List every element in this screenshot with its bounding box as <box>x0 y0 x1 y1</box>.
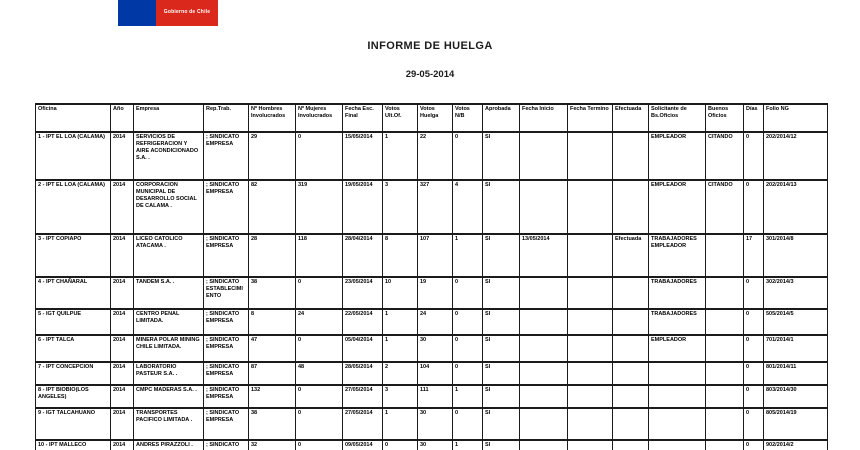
table-cell: SI <box>483 362 520 385</box>
table-cell <box>568 362 613 385</box>
table-cell: 0 <box>453 132 483 180</box>
table-cell: 1 <box>383 408 418 440</box>
table-cell: 0 <box>453 408 483 440</box>
table-cell: 3 <box>383 385 418 408</box>
table-cell: TANDEM S.A. . <box>134 277 204 309</box>
table-cell: 0 <box>744 408 764 440</box>
table-row <box>36 234 828 277</box>
table-cell: CENTRO PENAL LIMITADA. <box>134 309 204 335</box>
table-cell: 17 <box>744 234 764 277</box>
column-header: Rep.Trab. <box>204 104 249 132</box>
table-cell <box>613 309 649 335</box>
gobierno-de-chile-logo <box>118 0 218 26</box>
table-cell: 111 <box>418 385 453 408</box>
table-cell: 30 <box>418 335 453 362</box>
table-cell: 3 - IPT COPIAPO <box>36 234 111 277</box>
table-cell: 0 <box>744 335 764 362</box>
table-cell: 29 <box>249 132 296 180</box>
table-cell <box>520 362 568 385</box>
column-header: Votos Ult.Of. <box>383 104 418 132</box>
table-cell: 202/2014/13 <box>764 180 828 234</box>
table-cell: SI <box>483 385 520 408</box>
table-cell: 301/2014/8 <box>764 234 828 277</box>
table-header <box>36 104 828 132</box>
table-cell: 0 <box>383 440 418 450</box>
table-cell: 23/05/2014 <box>343 277 383 309</box>
table-cell: 1 - IPT EL LOA (CALAMA) <box>36 132 111 180</box>
table-cell: 1 <box>383 309 418 335</box>
table-row <box>36 180 828 234</box>
table-cell: SI <box>483 234 520 277</box>
table-cell: 1 <box>453 385 483 408</box>
table-cell: 8 <box>249 309 296 335</box>
table-cell <box>568 180 613 234</box>
table-cell: 19/05/2014 <box>343 180 383 234</box>
table-cell: 2014 <box>111 362 134 385</box>
table-cell <box>520 408 568 440</box>
table-cell: TRANSPORTES PACIFICO LIMITADA . <box>134 408 204 440</box>
table-row <box>36 309 828 335</box>
table-cell <box>613 180 649 234</box>
table-cell <box>706 234 744 277</box>
table-cell: 22/05/2014 <box>343 309 383 335</box>
table-cell: 2014 <box>111 132 134 180</box>
table-cell <box>649 408 706 440</box>
table-cell <box>649 440 706 450</box>
table-cell: 30 <box>418 440 453 450</box>
column-header: Oficina <box>36 104 111 132</box>
table-cell: ; SINDICATO EMPRESA <box>204 132 249 180</box>
table-cell <box>649 362 706 385</box>
table-cell <box>568 234 613 277</box>
table-cell <box>568 277 613 309</box>
table-cell: SI <box>483 277 520 309</box>
table-cell: 1 <box>383 335 418 362</box>
table-cell <box>613 385 649 408</box>
column-header: Empresa <box>134 104 204 132</box>
table-cell: 10 - IPT MALLECO <box>36 440 111 450</box>
table-cell: 27/05/2014 <box>343 385 383 408</box>
table-cell: 2014 <box>111 385 134 408</box>
table-cell <box>706 440 744 450</box>
table-cell: 0 <box>296 440 343 450</box>
table-cell: SI <box>483 132 520 180</box>
table-cell: 4 - IPT CHAÑARAL <box>36 277 111 309</box>
column-header: Solicitante de Bs.Oficios <box>649 104 706 132</box>
table-cell: 8 <box>383 234 418 277</box>
column-header: Votos Huelga <box>418 104 453 132</box>
table-cell: EMPLEADOR <box>649 335 706 362</box>
table-cell <box>568 440 613 450</box>
table-row <box>36 132 828 180</box>
table-cell <box>613 132 649 180</box>
table-cell <box>706 362 744 385</box>
table-cell: ; SINDICATO EMPRESA <box>204 335 249 362</box>
table-cell: 1 <box>453 234 483 277</box>
column-header: Buenos Oficios <box>706 104 744 132</box>
table-cell: EMPLEADOR <box>649 132 706 180</box>
table-cell: 902/2014/2 <box>764 440 828 450</box>
table-cell: 132 <box>249 385 296 408</box>
table-cell: 202/2014/12 <box>764 132 828 180</box>
table-cell: SI <box>483 309 520 335</box>
table-cell <box>706 309 744 335</box>
table-cell: 118 <box>296 234 343 277</box>
column-header: Nº Mujeres Involucrados <box>296 104 343 132</box>
table-row <box>36 277 828 309</box>
column-header: Fecha Termino <box>568 104 613 132</box>
table-cell: 24 <box>418 309 453 335</box>
table-cell <box>568 385 613 408</box>
table-cell: TRABAJADORES <box>649 309 706 335</box>
table-cell: EMPLEADOR <box>649 180 706 234</box>
table-cell <box>613 335 649 362</box>
page-title: INFORME DE HUELGA <box>367 40 493 52</box>
table-cell: 0 <box>744 132 764 180</box>
table-row <box>36 385 828 408</box>
chile-flag-red-block <box>156 0 218 26</box>
table-cell <box>520 132 568 180</box>
table-cell <box>520 180 568 234</box>
table-cell: 2 <box>383 362 418 385</box>
table-cell: ; SINDICATO EMPRESA <box>204 309 249 335</box>
table-cell <box>649 385 706 408</box>
table-cell: 0 <box>296 335 343 362</box>
column-header: Efectuada <box>613 104 649 132</box>
table-cell: 32 <box>249 440 296 450</box>
table-cell: 1 <box>383 132 418 180</box>
table-cell: 82 <box>249 180 296 234</box>
table-cell: 09/05/2014 <box>343 440 383 450</box>
table-cell: 27/05/2014 <box>343 408 383 440</box>
table-cell: TRABAJADORES EMPLEADOR <box>649 234 706 277</box>
table-cell: 107 <box>418 234 453 277</box>
table-cell <box>613 362 649 385</box>
column-header: Días <box>744 104 764 132</box>
table-cell <box>613 277 649 309</box>
table-cell: 701/2014/1 <box>764 335 828 362</box>
table-cell: 05/04/2014 <box>343 335 383 362</box>
table-cell: SI <box>483 408 520 440</box>
table-cell <box>520 277 568 309</box>
table-cell <box>520 440 568 450</box>
table-cell: 2 - IPT EL LOA (CALAMA) <box>36 180 111 234</box>
table-cell: 13/05/2014 <box>520 234 568 277</box>
table-cell: 2014 <box>111 335 134 362</box>
table-cell: 8 - IPT BIOBIO(LOS ANGELES) <box>36 385 111 408</box>
strike-report-table-wrapper <box>35 103 828 450</box>
table-cell: 22 <box>418 132 453 180</box>
table-cell: 0 <box>453 362 483 385</box>
table-cell: CITANDO <box>706 180 744 234</box>
column-header: Nº Hombres Involucrados <box>249 104 296 132</box>
column-header: Votos N/B <box>453 104 483 132</box>
table-row <box>36 335 828 362</box>
table-cell: TRABAJADORES <box>649 277 706 309</box>
table-cell: SI <box>483 335 520 362</box>
table-cell <box>568 335 613 362</box>
table-cell <box>568 132 613 180</box>
table-cell: 10 <box>383 277 418 309</box>
table-cell <box>706 408 744 440</box>
table-cell: SERVICIOS DE REFRIGERACION Y AIRE ACONDICIONADO S.A. . <box>134 132 204 180</box>
table-cell: 0 <box>296 132 343 180</box>
column-header: Fecha Inicio <box>520 104 568 132</box>
table-cell <box>706 335 744 362</box>
table-cell: 0 <box>744 362 764 385</box>
table-body <box>36 132 828 450</box>
column-header: Folio NG <box>764 104 828 132</box>
table-cell: 47 <box>249 335 296 362</box>
table-cell <box>520 309 568 335</box>
table-cell <box>568 309 613 335</box>
table-cell: ; SINDICATO EMPRESA <box>204 408 249 440</box>
table-cell: 0 <box>296 277 343 309</box>
table-cell: 0 <box>744 277 764 309</box>
table-cell: 2014 <box>111 180 134 234</box>
table-cell: 24 <box>296 309 343 335</box>
table-cell <box>520 385 568 408</box>
table-cell: CORPORACION MUNICIPAL DE DESARROLLO SOCIAL DE CALAMA . <box>134 180 204 234</box>
table-row <box>36 362 828 385</box>
table-cell: ; SINDICATO <box>204 440 249 450</box>
table-cell: 87 <box>249 362 296 385</box>
table-cell: 803/2014/30 <box>764 385 828 408</box>
table-cell: 2014 <box>111 277 134 309</box>
table-cell: 5 - IGT QUILPUE <box>36 309 111 335</box>
table-cell: LICEO CATOLICO ATACAMA . <box>134 234 204 277</box>
table-cell: ; SINDICATO ESTABLECIMIENTO <box>204 277 249 309</box>
column-header: Aprobada <box>483 104 520 132</box>
table-cell <box>613 440 649 450</box>
table-cell: ; SINDICATO EMPRESA <box>204 362 249 385</box>
table-cell: 104 <box>418 362 453 385</box>
table-cell: 30 <box>418 408 453 440</box>
table-row <box>36 408 828 440</box>
table-cell: 4 <box>453 180 483 234</box>
chile-flag-blue-block <box>118 0 156 26</box>
table-header-row <box>36 104 828 132</box>
table-cell: 327 <box>418 180 453 234</box>
table-cell: 0 <box>453 309 483 335</box>
table-cell: 7 - IPT CONCEPCION <box>36 362 111 385</box>
table-cell: 1 <box>453 440 483 450</box>
report-date: 29-05-2014 <box>405 69 455 80</box>
table-cell <box>520 335 568 362</box>
table-cell: 28/05/2014 <box>343 362 383 385</box>
column-header: Fecha Esc. Final <box>343 104 383 132</box>
table-cell: 302/2014/3 <box>764 277 828 309</box>
table-cell: 0 <box>744 309 764 335</box>
table-cell: 9 - IGT TALCAHUANO <box>36 408 111 440</box>
table-cell: MINERA POLAR MINING CHILE LIMITADA. <box>134 335 204 362</box>
table-cell: 505/2014/5 <box>764 309 828 335</box>
table-cell <box>568 408 613 440</box>
table-cell: 6 - IPT TALCA <box>36 335 111 362</box>
table-cell: SI <box>483 440 520 450</box>
table-cell: ; SINDICATO EMPRESA <box>204 180 249 234</box>
strike-report-table <box>35 103 828 450</box>
table-cell: 0 <box>296 385 343 408</box>
table-cell: 19 <box>418 277 453 309</box>
table-cell: 801/2014/11 <box>764 362 828 385</box>
table-cell: 0 <box>453 277 483 309</box>
table-cell: SI <box>483 180 520 234</box>
table-cell <box>613 408 649 440</box>
table-cell: 0 <box>744 440 764 450</box>
table-cell: LABORATORIO PASTEUR S.A. . <box>134 362 204 385</box>
table-cell: ; SINDICATO EMPRESA <box>204 385 249 408</box>
table-cell: 0 <box>744 180 764 234</box>
table-cell: 15/05/2014 <box>343 132 383 180</box>
table-cell <box>706 277 744 309</box>
table-cell: 3 <box>383 180 418 234</box>
table-cell: 2014 <box>111 408 134 440</box>
table-cell: Efectuada <box>613 234 649 277</box>
table-cell: 28 <box>249 234 296 277</box>
column-header: Año <box>111 104 134 132</box>
table-cell: 319 <box>296 180 343 234</box>
table-cell: 48 <box>296 362 343 385</box>
table-cell: 28/04/2014 <box>343 234 383 277</box>
table-row <box>36 440 828 450</box>
table-cell: ; SINDICATO EMPRESA <box>204 234 249 277</box>
table-cell: 2014 <box>111 309 134 335</box>
table-cell: 38 <box>249 408 296 440</box>
table-cell: CITANDO <box>706 132 744 180</box>
table-cell <box>706 385 744 408</box>
table-cell: ANDRES PIRAZZOLI . <box>134 440 204 450</box>
logo-text: Gobierno de Chile <box>163 9 211 15</box>
table-cell: 0 <box>453 335 483 362</box>
table-cell: 0 <box>296 408 343 440</box>
table-cell: 0 <box>744 385 764 408</box>
table-cell: 38 <box>249 277 296 309</box>
table-cell: 2014 <box>111 440 134 450</box>
table-cell: 805/2014/19 <box>764 408 828 440</box>
table-cell: 2014 <box>111 234 134 277</box>
table-cell: CMPC MADERAS S.A. . <box>134 385 204 408</box>
